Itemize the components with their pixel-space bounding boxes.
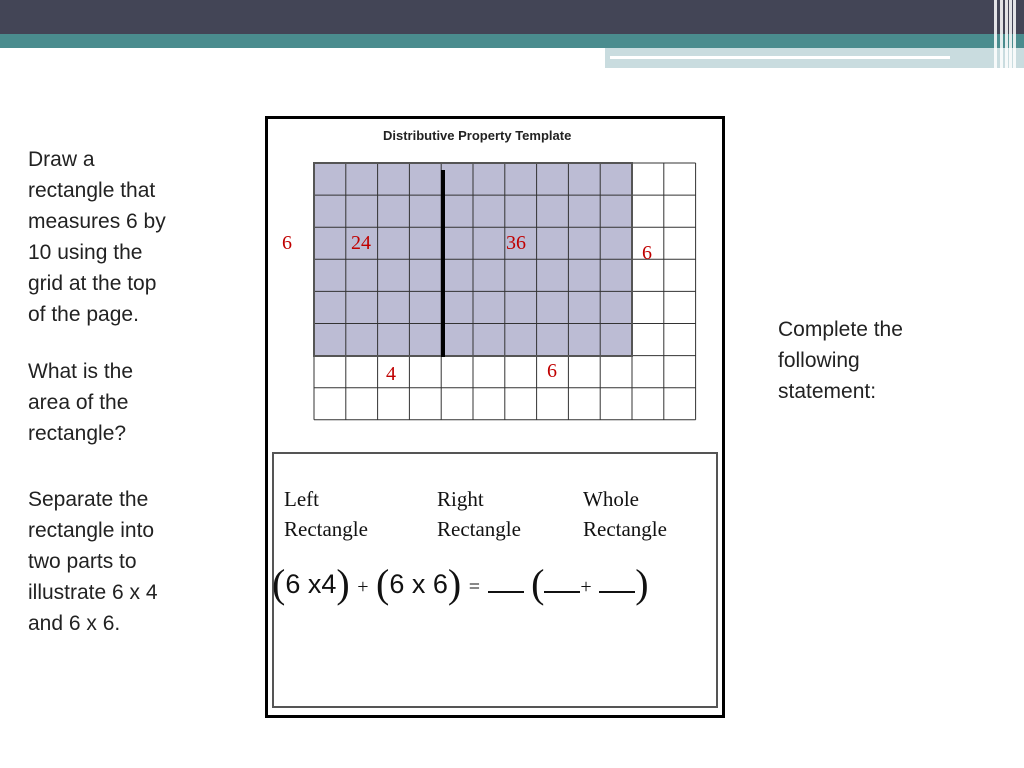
answer-blank[interactable] [599, 571, 635, 593]
column-label: Rectangle [284, 517, 368, 541]
column-right [437, 484, 521, 544]
eq-plus: + [580, 576, 592, 598]
text-line: and 6 x 6. [28, 612, 121, 635]
text-line: Draw a [28, 148, 95, 171]
text-line: 10 using the [28, 241, 143, 264]
label-width-right: 6 [547, 360, 557, 382]
paren-open: ( [376, 561, 390, 606]
text-line: rectangle into [28, 519, 155, 542]
text-line: of the page. [28, 303, 139, 326]
label-width-left: 4 [386, 363, 396, 385]
text-line: Separate the [28, 488, 149, 511]
paren-open: ( [272, 561, 286, 606]
text-line: rectangle? [28, 422, 127, 445]
column-label: Right [437, 487, 484, 511]
text-line: rectangle that [28, 179, 156, 202]
answer-blank[interactable] [488, 571, 524, 593]
label-area-right: 36 [506, 232, 526, 254]
paren-close: ) [336, 561, 350, 606]
paren-close: ) [447, 561, 462, 606]
label-height-left: 6 [282, 232, 292, 254]
eq-term: 6 x 6 [389, 569, 448, 599]
column-label: Left [284, 487, 319, 511]
text-line: two parts to [28, 550, 137, 573]
column-label: Rectangle [583, 517, 667, 541]
paren-close: ) [635, 561, 649, 606]
label-area-left: 24 [351, 232, 371, 254]
text-line: illustrate 6 x 4 [28, 581, 158, 604]
eq-term: 6 [285, 569, 301, 599]
text-line: measures 6 by [28, 210, 166, 233]
paren-open: ( [531, 561, 545, 606]
answer-blank[interactable] [544, 571, 580, 593]
template-title: Distributive Property Template [383, 128, 572, 143]
text-line: What is the [28, 360, 134, 383]
text-line: statement: [778, 380, 877, 403]
text-line: Complete the [778, 318, 903, 341]
column-left [284, 484, 368, 544]
eq-times: x [307, 569, 322, 599]
column-label: Whole [583, 487, 639, 511]
eq-plus: + [357, 576, 369, 598]
text-line: area of the [28, 391, 129, 414]
equation [272, 560, 649, 607]
column-whole [583, 484, 667, 544]
text-line: following [778, 349, 860, 372]
eq-term: 4 [321, 569, 337, 599]
eq-equals: = [468, 576, 481, 598]
text-line: grid at the top [28, 272, 157, 295]
column-label: Rectangle [437, 517, 521, 541]
label-height-right: 6 [642, 242, 652, 264]
